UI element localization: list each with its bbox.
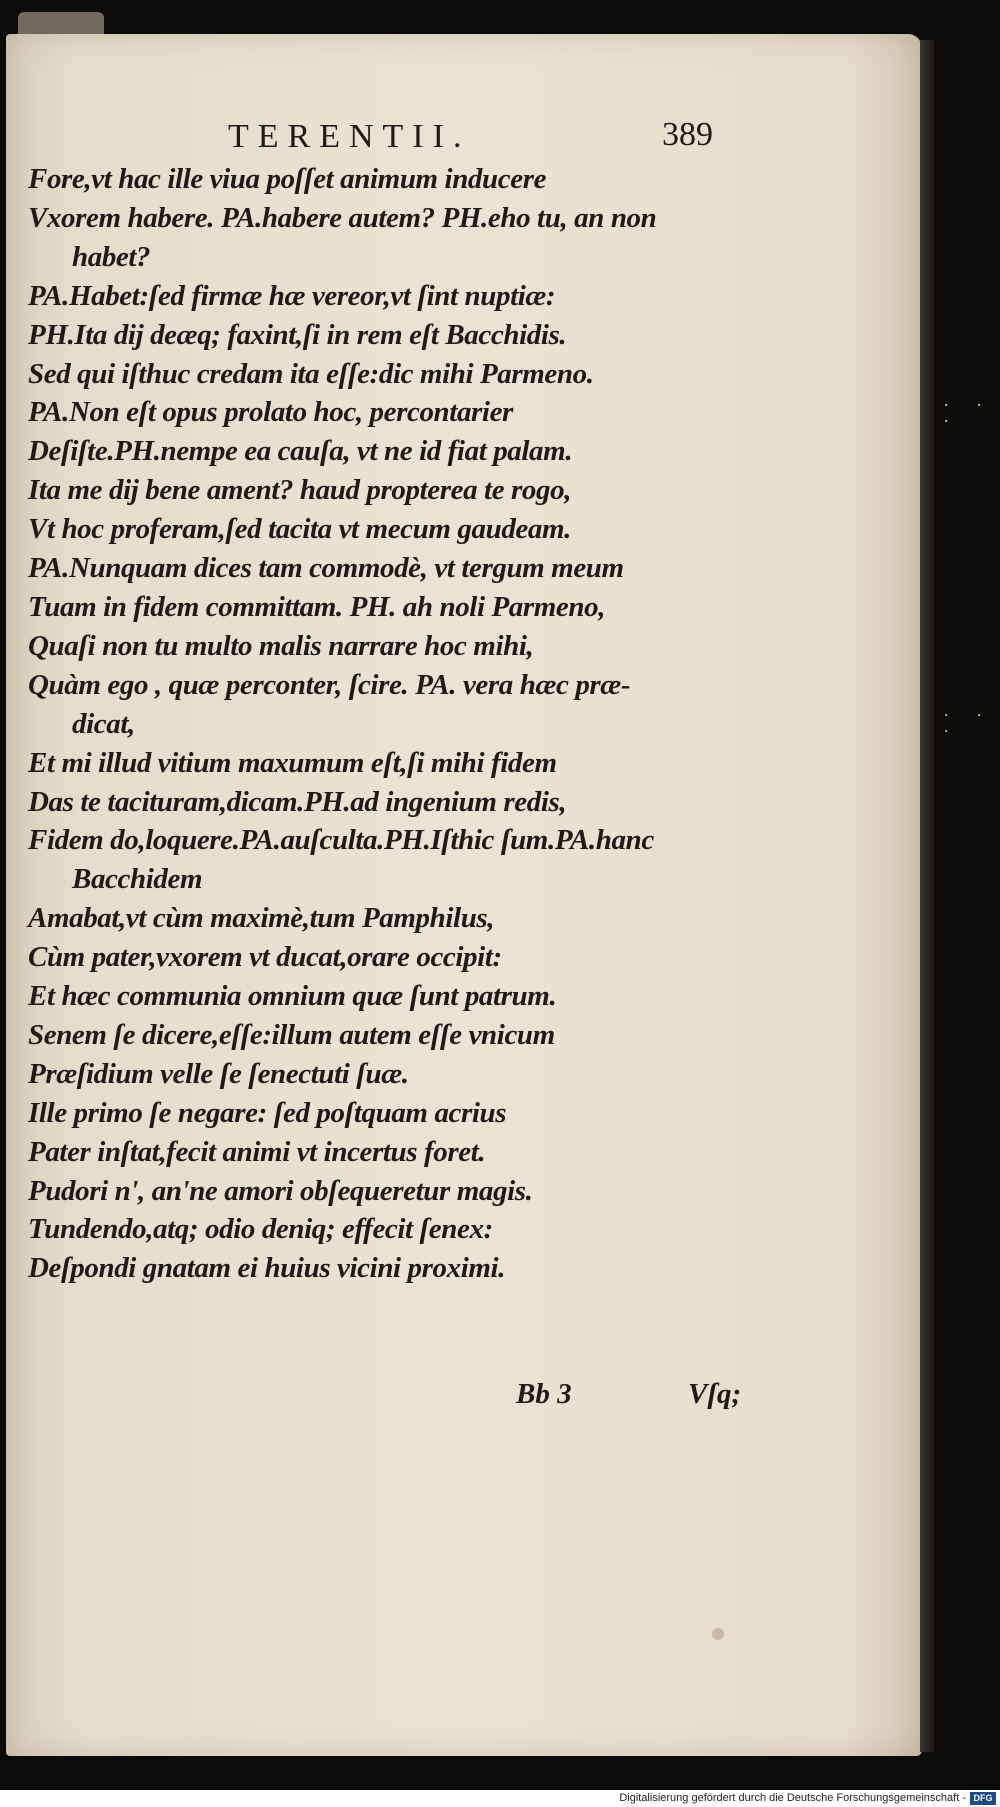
paper-stain (712, 1628, 724, 1640)
text-line: Pudori n', an'ne amori obſequeretur magis. (28, 1174, 533, 1207)
running-head: TERENTII. (228, 118, 471, 155)
text-line: Ita me dij bene ament? haud propterea te rogo, (28, 474, 572, 507)
text-line: Vt hoc proferam,ſed tacita vt mecum gaudeam. (28, 513, 572, 546)
text-line: Das te tacituram,dicam.PH.ad ingenium redis, (28, 785, 567, 818)
text-line: Tuam in fidem committam. PH. ah noli Parmeno, (28, 590, 606, 623)
text-line: Sed qui iſthuc credam ita eſſe:dic mihi Parmeno. (28, 357, 594, 390)
text-line: Tundendo,atq; odio deniq; effecit ſenex: (28, 1213, 493, 1246)
signature-mark: Bb 3 (516, 1378, 572, 1410)
text-line: Senem ſe dicere,eſſe:illum autem eſſe vnicum (28, 1018, 555, 1051)
text-line: Vxorem habere. PA.habere autem? PH.eho tu, an non (28, 201, 657, 234)
text-line: Bacchidem (72, 863, 203, 896)
text-line: Deſpondi gnatam ei huius vicini proximi. (28, 1252, 506, 1285)
text-line: Cùm pater,vxorem vt ducat,orare occipit: (28, 941, 502, 974)
text-line: Quàm ego , quæ perconter, ſcire. PA. vera hæc præ- (28, 668, 631, 701)
text-line: Fore,vt hac ille viua poſſet animum inducere (28, 163, 547, 195)
page-edge (920, 40, 934, 1752)
text-line: Pater inſtat,fecit animi vt incertus foret. (28, 1135, 486, 1168)
text-line: Amabat,vt cùm maximè,tum Pamphilus, (28, 902, 495, 935)
text-line: Fidem do,loquere.PA.auſculta.PH.Iſthic ſum.PA.hanc (28, 824, 654, 857)
text-line: PA.Nunquam dices tam commodè, vt tergum meum (28, 552, 624, 585)
text-line: Ille primo ſe negare: ſed poſtquam acrius (28, 1096, 507, 1129)
catchword: Vſq; (688, 1378, 742, 1410)
margin-dots: · · · (942, 708, 992, 740)
verse-text (28, 160, 788, 1288)
margin-dots: · · · (942, 398, 992, 430)
text-line: Quaſi non tu multo malis narrare hoc mihi, (28, 629, 534, 662)
dfg-credit: Digitalisierung gefördert durch die Deutsche Forschungsgemeinschaft - (619, 1792, 966, 1804)
text-line: PA.Non eſt opus prolato hoc, percontarier (28, 396, 513, 429)
text-line: dicat, (72, 707, 135, 740)
text-line: Et hæc communia omnium quæ ſunt patrum. (28, 980, 557, 1013)
text-line: PA.Habet:ſed firmæ hæ vereor,vt ſint nuptiæ: (28, 279, 556, 312)
text-line: Et mi illud vitium maxumum eſt,ſi mihi fidem (28, 746, 557, 779)
text-line: PH.Ita dij deæq; faxint,ſi in rem eſt Bacchidis. (28, 318, 567, 351)
text-line: Deſiſte.PH.nempe ea cauſa, vt ne id fiat palam. (28, 435, 573, 468)
text-line: habet? (72, 240, 151, 273)
dfg-logo-icon: DFG (970, 1792, 996, 1805)
page-number: 389 (662, 116, 713, 153)
text-line: Præſidium velle ſe ſenectuti ſuæ. (28, 1057, 409, 1090)
